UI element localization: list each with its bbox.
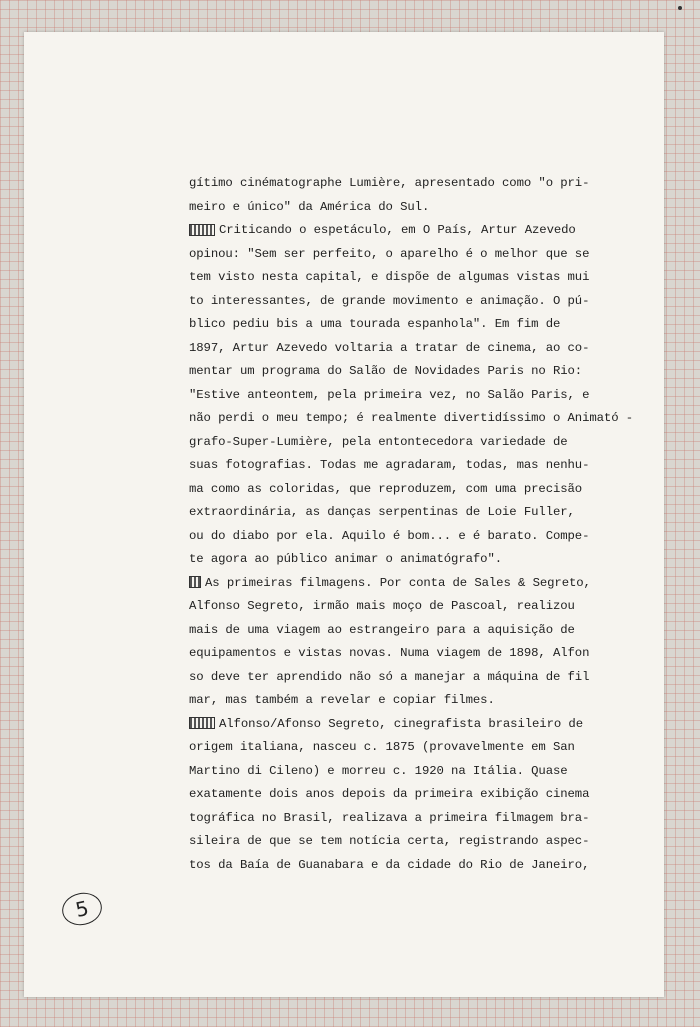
text-line xyxy=(189,713,659,737)
text-line: so deve ter aprendido não só a manejar a máquina de fil xyxy=(189,669,590,684)
text-line: ou do diabo por ela. Aquilo é bom... e é barato. Compe- xyxy=(189,528,590,543)
page-number: 5 xyxy=(59,889,105,929)
text-line: ma como as coloridas, que reproduzem, com uma precisão xyxy=(189,481,583,496)
text-line: grafo-Super-Lumière, pela entontecedora variedade de xyxy=(189,434,568,449)
paragraph-mark-icon xyxy=(189,576,201,588)
typewritten-text xyxy=(189,172,659,877)
text-line: gítimo cinématographe Lumière, apresentado como "o pri- xyxy=(189,176,590,190)
text-line: tem visto nesta capital, e dispõe de algumas vistas mui xyxy=(189,270,590,284)
text-line: blico pediu bis a uma tourada espanhola". Em fim de xyxy=(189,317,561,331)
text-line: extraordinária, as danças serpentinas de Loie Fuller, xyxy=(189,505,575,519)
text-line: meiro e único" da América do Sul. xyxy=(189,199,430,214)
text-line: te agora ao público animar o animatógrafo". xyxy=(189,552,503,566)
text-line: opinou: "Sem ser perfeito, o aparelho é o melhor que se xyxy=(189,246,590,261)
text-line: suas fotografias. Todas me agradaram, todas, mas nenhu- xyxy=(189,458,590,472)
corner-dot-icon xyxy=(678,6,682,10)
text-line: não perdi o meu tempo; é realmente divertidíssimo o Animató - xyxy=(189,411,634,425)
text-line-content: As primeiras filmagens. Por conta de Sales & Segreto, xyxy=(205,575,591,590)
text-line: tos da Baía de Guanabara e da cidade do Rio de Janeiro, xyxy=(189,857,590,872)
text-line: exatamente dois anos depois da primeira exibição cinema xyxy=(189,787,590,801)
text-line: Martino di Cileno) e morreu c. 1920 na Itália. Quase xyxy=(189,763,568,778)
text-line: tográfica no Brasil, realizava a primeira filmagem bra- xyxy=(189,810,590,825)
text-line xyxy=(189,219,659,243)
text-line: equipamentos e vistas novas. Numa viagem de 1898, Alfon xyxy=(189,646,590,660)
text-line: mar, mas também a revelar e copiar filmes. xyxy=(189,693,495,707)
paragraph-mark-icon xyxy=(189,224,215,236)
text-line: sileira de que se tem notícia certa, registrando aspec- xyxy=(189,834,590,848)
text-line: "Estive anteontem, pela primeira vez, no Salão Paris, e xyxy=(189,387,590,402)
text-line: 1897, Artur Azevedo voltaria a tratar de cinema, ao co- xyxy=(189,340,590,355)
text-line xyxy=(189,572,659,596)
text-line: mentar um programa do Salão de Novidades Paris no Rio: xyxy=(189,364,583,378)
text-line: Alfonso Segreto, irmão mais moço de Pascoal, realizou xyxy=(189,599,575,613)
typed-page xyxy=(24,32,664,997)
text-line: to interessantes, de grande movimento e animação. O pú- xyxy=(189,293,590,308)
text-line-content: Alfonso/Afonso Segreto, cinegrafista brasileiro de xyxy=(219,716,583,731)
text-line: origem italiana, nasceu c. 1875 (provavelmente em San xyxy=(189,740,575,754)
paragraph-mark-icon xyxy=(189,717,215,729)
text-line: mais de uma viagem ao estrangeiro para a aquisição de xyxy=(189,622,575,637)
text-line-content: Criticando o espetáculo, em O País, Artur Azevedo xyxy=(219,223,576,237)
